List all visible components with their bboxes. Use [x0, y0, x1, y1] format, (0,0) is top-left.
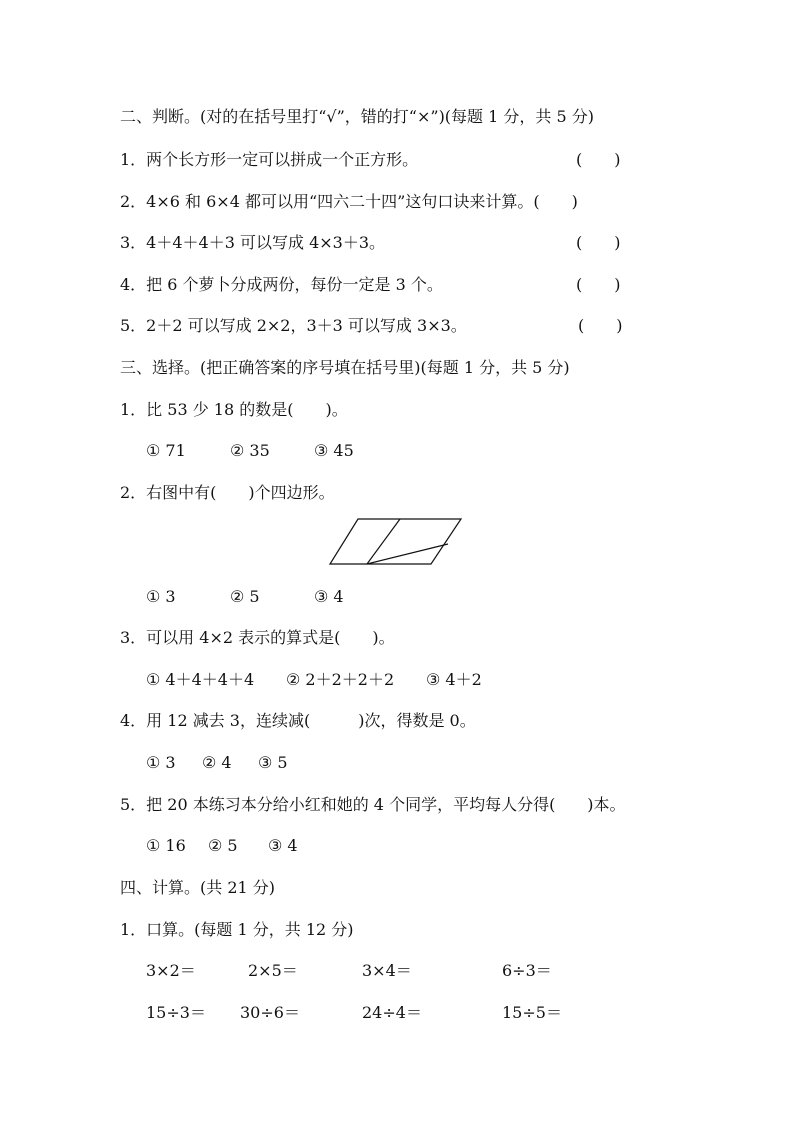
choice-2-option-1[interactable]: ① 3	[146, 587, 176, 606]
choice-1-option-1[interactable]: ① 71	[146, 441, 186, 460]
choice-5-option-1[interactable]: ① 16	[146, 836, 186, 855]
calc-r2-c3: 24÷4＝	[362, 1003, 422, 1022]
judge-answer-4[interactable]: ( )	[576, 275, 621, 294]
choice-item-4: 4．用 12 减去 3，连续减( )次，得数是 0。	[120, 711, 476, 730]
judge-item-1: 1．两个长方形一定可以拼成一个正方形。	[120, 150, 419, 169]
section-2-heading: 二、判断。(对的在括号里打“√”，错的打“×”)(每题 1 分，共 5 分)	[120, 107, 594, 126]
judge-item-3: 3．4＋4＋4＋3 可以写成 4×3＋3。	[120, 233, 386, 252]
calc-r1-c4: 6÷3＝	[502, 961, 552, 980]
choice-item-2: 2．右图中有( )个四边形。	[120, 483, 335, 502]
choice-1-option-2[interactable]: ② 35	[230, 441, 270, 460]
choice-5-option-3[interactable]: ③ 4	[268, 836, 298, 855]
choice-1-option-3[interactable]: ③ 45	[314, 441, 354, 460]
choice-3-option-2[interactable]: ② 2＋2＋2＋2	[286, 670, 395, 689]
judge-item-4: 4．把 6 个萝卜分成两份，每份一定是 3 个。	[120, 275, 443, 294]
calc-r2-c1: 15÷3＝	[146, 1003, 206, 1022]
quadrilateral-figure	[328, 517, 464, 567]
calc-r1-c1: 3×2＝	[146, 961, 196, 980]
calc-r2-c2: 30÷6＝	[240, 1003, 300, 1022]
choice-item-5: 5．把 20 本练习本分给小红和她的 4 个同学，平均每人分得( )本。	[120, 795, 626, 814]
oral-calc-heading: 1．口算。(每题 1 分，共 12 分)	[120, 920, 354, 939]
calc-r1-c3: 3×4＝	[362, 961, 412, 980]
judge-item-5: 5．2＋2 可以写成 2×2，3＋3 可以写成 3×3。	[120, 316, 467, 335]
section-4-heading: 四、计算。(共 21 分)	[120, 878, 276, 897]
judge-answer-5[interactable]: ( )	[578, 316, 623, 335]
judge-item-2: 2．4×6 和 6×4 都可以用“四六二十四”这句口诀来计算。( )	[120, 192, 578, 211]
calc-r1-c2: 2×5＝	[248, 961, 298, 980]
choice-2-option-3[interactable]: ③ 4	[314, 587, 344, 606]
choice-2-option-2[interactable]: ② 5	[230, 587, 260, 606]
choice-4-option-2[interactable]: ② 4	[202, 753, 232, 772]
section-3-heading: 三、选择。(把正确答案的序号填在括号里)(每题 1 分，共 5 分)	[120, 358, 570, 377]
judge-answer-1[interactable]: ( )	[576, 150, 621, 169]
choice-4-option-1[interactable]: ① 3	[146, 753, 176, 772]
choice-3-option-3[interactable]: ③ 4＋2	[426, 670, 482, 689]
choice-4-option-3[interactable]: ③ 5	[258, 753, 288, 772]
choice-3-option-1[interactable]: ① 4＋4＋4＋4	[146, 670, 255, 689]
choice-5-option-2[interactable]: ② 5	[208, 836, 238, 855]
calc-r2-c4: 15÷5＝	[502, 1003, 562, 1022]
choice-item-1: 1．比 53 少 18 的数是( )。	[120, 400, 348, 419]
judge-answer-3[interactable]: ( )	[576, 233, 621, 252]
choice-item-3: 3．可以用 4×2 表示的算式是( )。	[120, 628, 395, 647]
